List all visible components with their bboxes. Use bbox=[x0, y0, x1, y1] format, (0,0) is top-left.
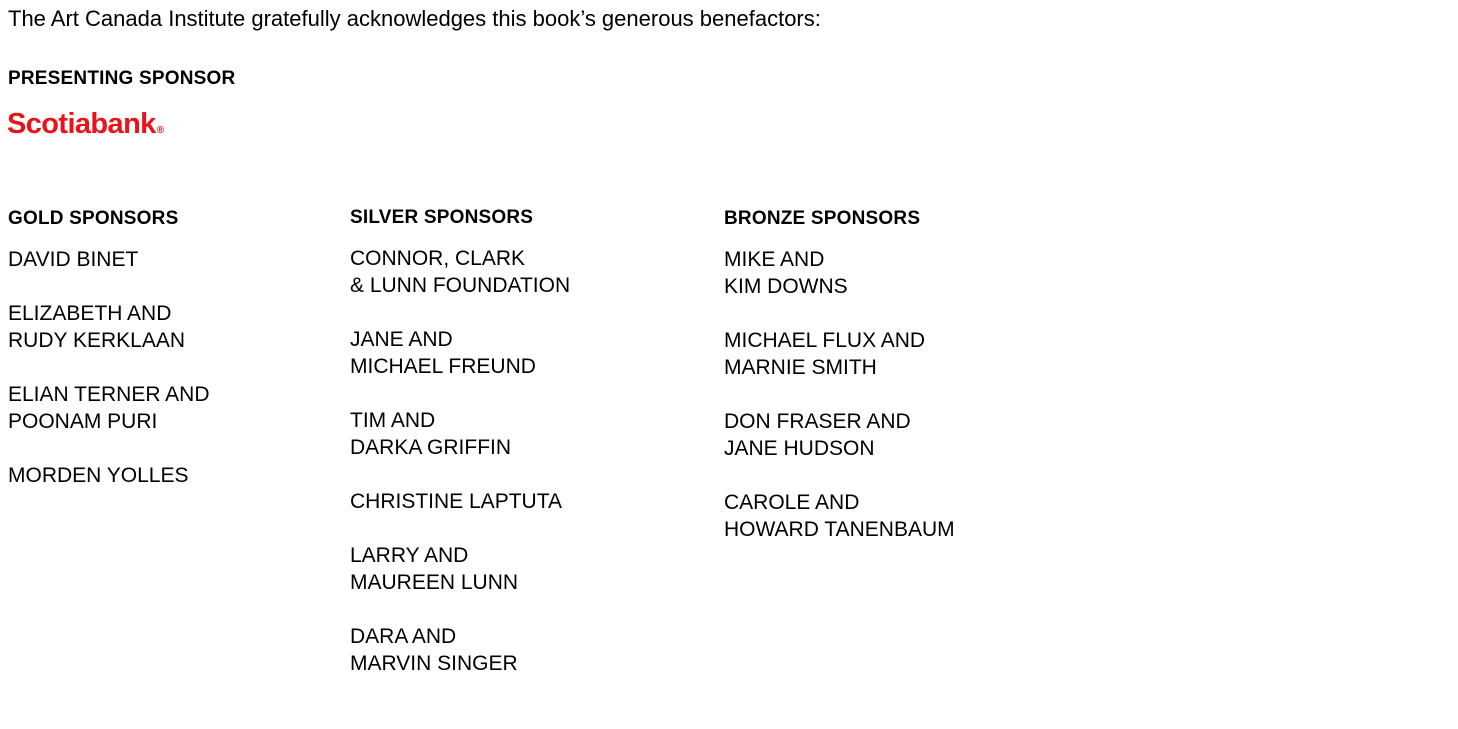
donor-item bbox=[350, 542, 570, 596]
donor-name-line: MARVIN SINGER bbox=[350, 652, 518, 675]
donor-name-line: DON FRASER AND bbox=[724, 410, 911, 433]
donor-name-line: POONAM PURI bbox=[8, 410, 158, 433]
donor-item bbox=[724, 489, 955, 543]
donor-name-line: MICHAEL FREUND bbox=[350, 355, 536, 378]
donor-name-line: JANE HUDSON bbox=[724, 437, 875, 460]
donor-item bbox=[8, 381, 210, 435]
donor-item bbox=[350, 245, 570, 299]
gold-sponsors-list bbox=[8, 246, 210, 489]
scotiabank-logo-text: Scotiabank bbox=[7, 108, 156, 140]
donor-name-line: CONNOR, CLARK bbox=[350, 247, 526, 270]
bronze-sponsors-column bbox=[724, 207, 955, 570]
scotiabank-logo bbox=[7, 106, 164, 149]
donor-name-line: ELIZABETH AND bbox=[8, 302, 172, 325]
bronze-sponsors-list bbox=[724, 246, 955, 543]
donor-name-line: LARRY AND bbox=[350, 544, 469, 567]
donor-item bbox=[724, 246, 955, 300]
donor-name-line: CAROLE AND bbox=[724, 491, 860, 514]
donor-name-line: DARA AND bbox=[350, 625, 457, 648]
donor-item bbox=[8, 300, 210, 354]
donor-item bbox=[8, 246, 210, 273]
donor-name-line: ELIAN TERNER AND bbox=[8, 383, 210, 406]
donor-name-line: MAUREEN LUNN bbox=[350, 571, 519, 594]
donor-name-line: HOWARD TANENBAUM bbox=[724, 518, 955, 541]
donor-item bbox=[724, 327, 955, 381]
donor-item bbox=[350, 623, 570, 677]
silver-sponsors-column bbox=[350, 206, 570, 704]
silver-sponsors-list bbox=[350, 245, 570, 677]
bronze-sponsors-heading: BRONZE SPONSORS bbox=[724, 208, 921, 229]
registered-mark: ® bbox=[156, 125, 165, 136]
donor-name-line: MARNIE SMITH bbox=[724, 356, 877, 379]
donor-name-line: MORDEN YOLLES bbox=[8, 464, 189, 487]
donor-name-line: MIKE AND bbox=[724, 248, 825, 271]
presenting-sponsor-heading: PRESENTING SPONSOR bbox=[8, 68, 236, 89]
donor-name-line: CHRISTINE LAPTUTA bbox=[350, 490, 562, 513]
silver-sponsors-heading: SILVER SPONSORS bbox=[350, 207, 534, 228]
donor-item bbox=[8, 462, 210, 489]
gold-sponsors-heading: GOLD SPONSORS bbox=[8, 208, 179, 229]
donor-item bbox=[350, 488, 570, 515]
donor-item bbox=[724, 408, 955, 462]
donor-name-line: DARKA GRIFFIN bbox=[350, 436, 512, 459]
intro-text: The Art Canada Institute gratefully acknowledges this book’s generous benefactors: bbox=[8, 6, 821, 31]
donor-name-line: JANE AND bbox=[350, 328, 453, 351]
donor-name-line: MICHAEL FLUX AND bbox=[724, 329, 926, 352]
donor-item bbox=[350, 326, 570, 380]
gold-sponsors-column bbox=[8, 207, 210, 516]
donor-item bbox=[350, 407, 570, 461]
donor-name-line: & LUNN FOUNDATION bbox=[350, 274, 571, 297]
donor-name-line: DAVID BINET bbox=[8, 248, 139, 271]
donor-name-line: RUDY KERKLAAN bbox=[8, 329, 186, 352]
donor-name-line: KIM DOWNS bbox=[724, 275, 848, 298]
donor-name-line: TIM AND bbox=[350, 409, 436, 432]
